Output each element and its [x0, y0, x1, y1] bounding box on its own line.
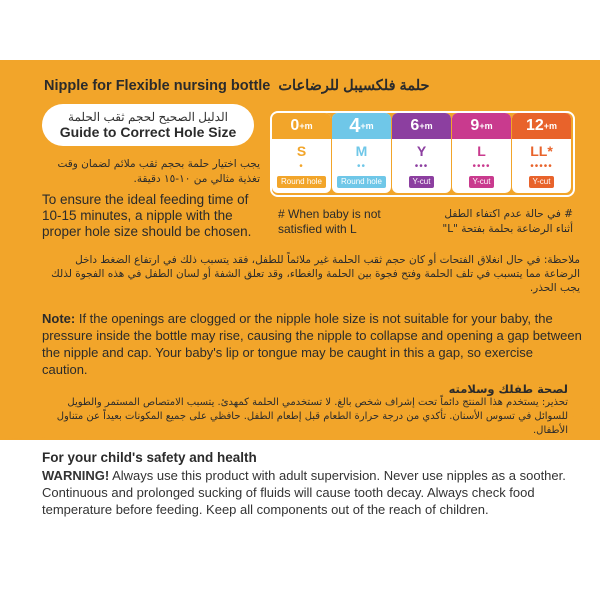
- age-value: 4: [349, 114, 361, 137]
- age-badge: [272, 113, 331, 139]
- drop-icons: ••••: [472, 161, 491, 172]
- note-label: Note:: [42, 311, 76, 326]
- size-chart: [272, 113, 572, 193]
- warning-label: WARNING!: [42, 468, 110, 483]
- size-code: L: [477, 143, 486, 159]
- guide-heading-en: Guide to Correct Hole Size: [59, 123, 237, 140]
- age-value: 6: [410, 117, 420, 134]
- safety-text-ar: تحذير: يستخدم هذا المنتج دائماً تحت إشراف شخص بالغ. لا تستخدمي الحلمة كمهدئ. يتسبب الامتصاص المستمر والطويل للسوائل في تسوس الأسنان. تأكدي من درجة حرارة الطعام قبل إطعام الطفل. حافظي على جميع المكونات بعيداً عن متناول الأطفال.: [56, 397, 568, 436]
- age-badge: [392, 113, 451, 139]
- age-badge: [512, 113, 571, 139]
- age-badge: [332, 113, 391, 139]
- drop-icons: •••••: [530, 161, 553, 172]
- safety-text-en: [42, 467, 582, 518]
- safety-heading: For your child's safety and health: [42, 450, 257, 465]
- size-card-m: [332, 113, 391, 193]
- size-code: S: [296, 143, 307, 159]
- size-footnote-en: # When baby is not satisfied with L: [278, 207, 381, 236]
- note-text-ar: ملاحظة: في حال انغلاق الفتحات أو كان حجم ثقب الحلمة غير ملائماً للطفل، فقد يتسبب ذلك في ارتفاع الضغط داخل الرضاعة مما يتسبب في تلف الحلمة وفتح فجوة بين الحلمة والغطاء، وقد تعلق الشفة أو لسان الطفل في هذه الفجوة لذلك يجب الحذر.: [51, 254, 580, 294]
- age-unit: +m: [360, 121, 374, 131]
- age-value: 0: [290, 117, 300, 134]
- ideal-text-en: To ensure the ideal feeding time of 10-15 minutes, a nipple with the proper hole size should be chosen.: [42, 192, 252, 239]
- size-card-s: [272, 113, 331, 193]
- size-code: LL*: [530, 143, 553, 159]
- size-code: M: [355, 143, 368, 159]
- cut-type: Y-cut: [469, 176, 495, 188]
- age-unit: +m: [543, 121, 558, 131]
- note-text-en: [42, 310, 582, 378]
- note-body: If the openings are clogged or the nipple hole size is not suitable for your baby, the pressure inside the bottle may rise, causing the nipple to collapse and opening a gap between the nipple and cap. Your baby's lip or tongue may be caught in this a gap, so exercise caution.: [42, 311, 582, 377]
- age-unit: +m: [419, 121, 433, 131]
- drop-icons: •: [299, 161, 304, 172]
- guide-heading: [42, 104, 254, 146]
- age-unit: +m: [479, 121, 493, 131]
- size-code: Y: [416, 143, 427, 159]
- title-en: Nipple for Flexible nursing bottle: [44, 78, 271, 94]
- page-title: [44, 78, 584, 94]
- title-ar: حلمة فلكسيبل للرضاعات: [278, 78, 430, 94]
- size-card-ll: [512, 113, 571, 193]
- cut-type: Y-cut: [409, 176, 435, 188]
- size-card-l: [452, 113, 511, 193]
- age-unit: +m: [299, 121, 313, 131]
- drop-icons: ••: [356, 161, 366, 172]
- drop-icons: •••: [414, 161, 429, 172]
- size-card-y: [392, 113, 451, 193]
- age-value: 12: [525, 117, 544, 134]
- ideal-text-ar: يجب اختيار حلمة بحجم ثقب ملائم لضمان وقت تغذية مثالي من ١٠-١٥ دقيقة.: [57, 158, 260, 185]
- cut-type: Round hole: [277, 176, 326, 188]
- cut-type: Y-cut: [529, 176, 555, 188]
- warning-body: Always use this product with adult supervision. Never use nipples as a soother. Continuous and prolonged sucking of fluids will cause tooth decay. Always check food temperature before feeding. Keep all components out of the reach of children.: [42, 468, 566, 517]
- cut-type: Round hole: [337, 176, 386, 188]
- age-value: 9: [470, 117, 480, 134]
- guide-heading-ar: الدليل الصحيح لحجم ثقب الحلمة: [68, 109, 228, 124]
- safety-heading-ar: لصحة طفلك وسلامته: [448, 382, 568, 396]
- top-strip: [0, 0, 600, 60]
- size-footnote-ar: # في حالة عدم اكتفاء الطفل أثناء الرضاعة بحلمة بفتحة "L": [442, 208, 573, 235]
- age-badge: [452, 113, 511, 139]
